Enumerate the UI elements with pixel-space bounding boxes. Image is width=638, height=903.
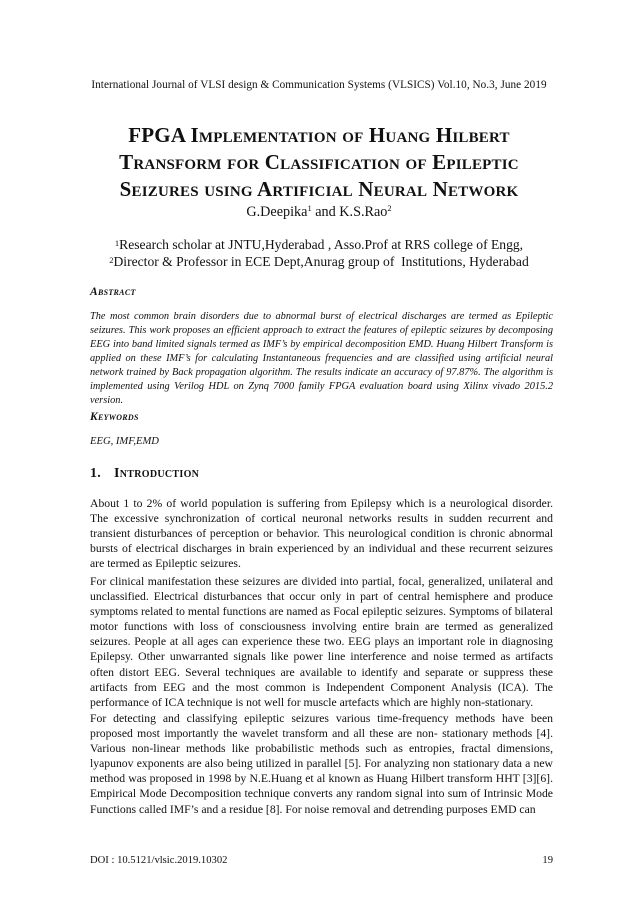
affiliations xyxy=(0,236,638,270)
keywords-heading: Keywords xyxy=(90,411,139,423)
author-1: G.Deepika xyxy=(246,204,308,220)
abstract-heading: Abstract xyxy=(90,286,136,298)
affiliation-2 xyxy=(0,253,638,270)
author-2: K.S.Rao xyxy=(339,204,388,220)
affiliation-2-mark: 2 xyxy=(109,255,114,265)
affiliation-1-text: Research scholar at JNTU,Hyderabad , Asso.Prof at RRS college of Engg, xyxy=(119,237,524,252)
affiliation-1 xyxy=(0,236,638,253)
paragraph-text: For detecting and classifying epileptic seizures various time-frequency methods have been proposed most importantly the wavelet transform and all these are non- stationary methods [4]. Various non-linear methods like probabilistic methods such as entropies, fractal dimensions, lyapunov exponents are also being utilized in parallel [5]. For analyzing non stationary data a new method was proposed in 1998 by N.E.Huang et al known as Huang Hilbert transform HHT [3][6]. Empirical Mode Decomposition technique converts any random signal into sum of Intrinsic Mode Functions called IMF’s and a residue [8]. For noise removal and detrending purposes EMD can xyxy=(90,712,553,816)
author-connector: and xyxy=(311,204,340,220)
page-number: 19 xyxy=(542,855,553,866)
title-line-2: Transform for Classification of Epileptic xyxy=(119,150,519,174)
paper-title xyxy=(60,122,578,203)
affiliation-1-mark: 1 xyxy=(114,238,120,248)
paragraph-text: About 1 to 2% of world population is suffering from Epilepsy which is a neurological disorder. The excessive synchronization of cortical neuronal networks results in sudden recurrent and transient disturbances of perception or behavior. This neurological condition is chronic abnormal bursts of electrical discharges in brain experienced by an individual and these recurrent seizures are termed as Epileptic seizures. xyxy=(90,497,553,571)
introduction-heading xyxy=(90,466,199,482)
title-line-3: Seizures using Artificial Neural Network xyxy=(119,177,519,201)
intro-paragraph-1 xyxy=(90,496,553,571)
keywords-text: EEG, IMF,EMD xyxy=(90,436,159,447)
title-line-1: FPGA Implementation of Huang Hilbert xyxy=(128,123,510,147)
section-title: Introduction xyxy=(114,466,200,481)
intro-paragraph-2 xyxy=(90,574,553,710)
running-head: International Journal of VLSI design & Communication Systems (VLSICS) Vol.10, No.3, June 2019 xyxy=(91,79,547,91)
paragraph-text: For clinical manifestation these seizures are divided into partial, focal, generalized, unilateral and unclassified. Electrical disturbances that occur only in part of central hemisphere and produce symptoms related to mental functions are named as Focal epileptic seizures. Symptoms of bilateral motor functions with loss of consciousness involving entire brain are termed as generalized seizures. People at all ages can experience these two. EEG plays an important role in diagnosing Epilepsy. Other unwarranted signals like power line interference and noise termed as artifacts often distort EEG. Several techniques are available to identify and separate or suppress these artifacts from EEG and the most common is Independent Component Analysis (ICA). The performance of ICA technique is not well for muscle artefacts which are highly non-stationary. xyxy=(90,575,553,709)
doi-footer: DOI : 10.5121/vlsic.2019.10302 xyxy=(90,855,228,866)
author-2-affil-mark: 2 xyxy=(387,203,392,213)
section-number: 1. xyxy=(90,466,102,481)
intro-paragraph-3 xyxy=(90,711,553,817)
author-line xyxy=(0,204,638,221)
abstract-text: The most common brain disorders due to abnormal burst of electrical discharges are termed as Epileptic seizures. This work proposes an efficient approach to extract the features of epileptic seizures by decomposing EEG into band limited signals termed as IMF’s by empirical decomposition EMD. Huang Hilbert Transform is applied on these IMF’s for calculating Instantaneous frequencies and are classified using artificial neural network trained by Back propagation algorithm. The results indicate an accuracy of 97.87%. The algorithm is implemented using Verilog HDL on Zynq 7000 family FPGA evaluation board using Xilinx vivado 2015.2 version. xyxy=(90,311,553,407)
affiliation-2-text: Director & Professor in ECE Dept,Anurag group of Institutions, Hyderabad xyxy=(113,254,529,269)
author-1-affil-mark: 1 xyxy=(307,203,312,213)
